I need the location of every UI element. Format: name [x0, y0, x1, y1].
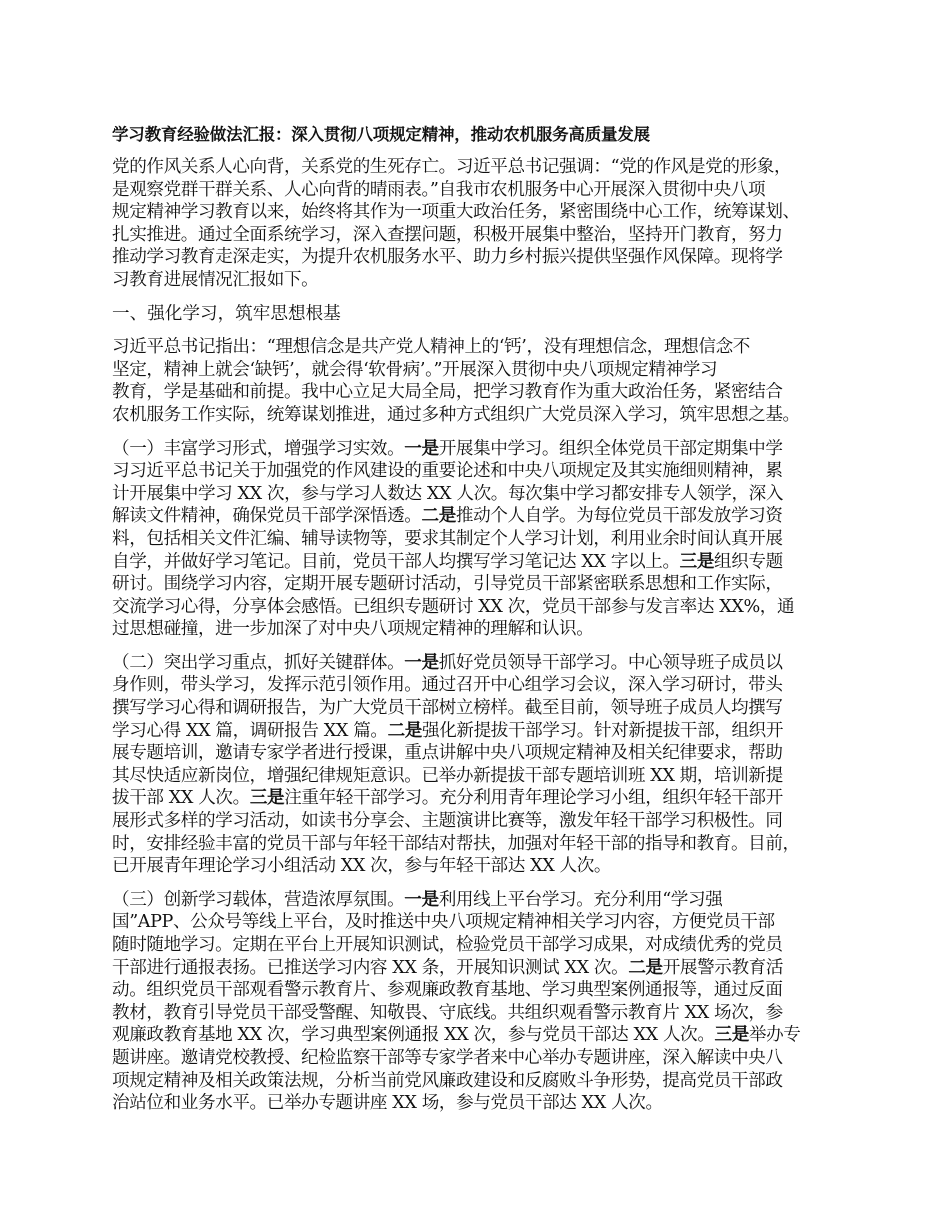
text-line: 交流学习心得，分享体会感悟。已组织专题研讨 XX 次，党员干部参与发言率达 XX%，通	[112, 596, 795, 617]
text-line: 教育，学是基础和前提。我中心立足大局全局，把学习教育作为重大政治任务，紧密结合	[112, 382, 783, 403]
text-line: 时，安排经验丰富的党员干部与年轻干部结对帮扶，加强对年轻干部的指导和教育。目前，	[112, 833, 800, 854]
bold-emphasis: 三是	[249, 787, 285, 809]
text-line: 国”APP、公众号等线上平台，及时推送中央八项规定精神相关学习内容，方便党员干部	[112, 912, 775, 933]
text-line: 干部进行通报表扬。已推送学习内容 XX 条，开展知识测试 XX 次。二是开展警示教育活	[112, 956, 784, 978]
subsection-1-paragraph	[112, 438, 872, 641]
text-line: 题讲座。邀请党校教授、纪检监察干部等专家学者来中心举办专题讲座，深入解读中央八	[112, 1047, 783, 1068]
bold-emphasis: 一是	[404, 651, 439, 673]
text-line: 已开展青年理论学习小组活动 XX 次，参与年轻干部达 XX 人次。	[112, 856, 612, 877]
text-line: 农机服务工作实际，统筹谋划推进，通过多种方式组织广大党员深入学习，筑牢思想之基。	[112, 404, 800, 425]
subsection-3-paragraph	[112, 889, 872, 1115]
text-line: 习教育进展情况汇报如下。	[112, 269, 319, 290]
section1-intro-paragraph	[112, 336, 872, 426]
text-line: 其尽快适应新岗位，增强纪律规矩意识。已举办新提拔干部专题培训班 XX 期，培训新提	[112, 765, 783, 786]
text-line: 计开展集中学习 XX 次，参与学习人数达 XX 人次。每次集中学习都安排专人领学，深入	[112, 483, 784, 504]
text-line: （一）丰富学习形式，增强学习实效。一是开展集中学习。组织全体党员干部定期集中学	[112, 437, 783, 459]
text-line: （二）突出学习重点，抓好关键群体。一是抓好党员领导干部学习。中心领导班子成员以	[112, 651, 783, 673]
text-line: 推动学习教育走深走实，为提升农机服务水平、助力乡村振兴提供坚强作风保障。现将学	[112, 247, 783, 268]
text-line: 身作则，带头学习，发挥示范引领作用。通过召开中心组学习会议，深入学习研讨，带头	[112, 675, 783, 696]
text-line: 规定精神学习教育以来，始终将其作为一项重大政治任务，紧密围绕中心工作，统筹谋划、	[112, 202, 800, 223]
text-line: 坚定，精神上就会‘缺钙’，就会得‘软骨病’。”开展深入贯彻中央八项规定精神学习	[112, 359, 718, 380]
text-line: 扎实推进。通过全面系统学习，深入查摆问题，积极开展集中整治，坚持开门教育，努力	[112, 224, 783, 245]
text-line: 治站位和业务水平。已举办专题讲座 XX 场，参与党员干部达 XX 人次。	[112, 1093, 663, 1114]
section-heading-1: 一、强化学习，筑牢思想根基	[112, 303, 341, 324]
text-line: 观廉政教育基地 XX 次，学习典型案例通报 XX 次，参与党员干部达 XX 人次。三是举办专	[112, 1024, 801, 1046]
document-page	[112, 124, 872, 1126]
bold-emphasis: 三是	[714, 1024, 749, 1046]
text-line: 研讨。围绕学习内容，定期开展专题研讨活动，引导党员干部紧密联系思想和工作实际，	[112, 574, 783, 595]
text-line: 随时随地学习。定期在平台上开展知识测试，检验党员干部学习成果，对成绩优秀的党员	[112, 935, 783, 955]
text-line: 是观察党群干群关系、人心向背的晴雨表。”自我市农机服务中心开展深入贯彻中央八项	[112, 179, 766, 200]
text-line: 自学，并做好学习笔记。目前，党员干部人均撰写学习笔记达 XX 字以上。三是组织专题	[112, 550, 783, 572]
text-line: 解读文件精神，确保党员干部学深悟透。二是推动个人自学。为每位党员干部发放学习资	[112, 505, 783, 527]
intro-paragraph	[112, 156, 872, 292]
text-line: 党的作风关系人心向背，关系党的生死存亡。习近平总书记强调：“党的作风是党的形象，	[112, 157, 792, 177]
bold-emphasis: 二是	[421, 505, 456, 527]
text-line: 撰写学习心得和调研报告，为广大党员干部树立榜样。截至目前，领导班子成员人均撰写	[112, 698, 783, 719]
text-line: 学习心得 XX 篇，调研报告 XX 篇。二是强化新提拔干部学习。针对新提拔干部，组织开	[112, 719, 784, 741]
bold-emphasis: 一是	[404, 437, 439, 459]
text-line: 习习近平总书记关于加强党的作风建设的重要论述和中央八项规定及其实施细则精神，累	[112, 461, 783, 482]
bold-emphasis: 二是	[387, 719, 422, 741]
text-line: 拔干部 XX 人次。三是注重年轻干部学习。充分利用青年理论学习小组，组织年轻干部开	[112, 787, 783, 809]
text-line: （三）创新学习载体，营造浓厚氛围。一是利用线上平台学习。充分利用“学习强	[112, 888, 723, 910]
bold-emphasis: 三是	[679, 550, 715, 572]
bold-emphasis: 一是	[404, 888, 439, 910]
subsection-2-paragraph	[112, 652, 872, 878]
text-line: 展形式多样的学习活动，如读书分享会、主题演讲比赛等，激发年轻干部学习积极性。同	[112, 811, 783, 832]
text-line: 过思想碰撞，进一步加深了对中央八项规定精神的理解和认识。	[112, 619, 594, 640]
document-title: 学习教育经验做法汇报：深入贯彻八项规定精神，推动农机服务高质量发展	[112, 125, 650, 144]
text-line: 教材，教育引导党员干部受警醒、知敬畏、守底线。共组织观看警示教育片 XX 场次，参	[112, 1002, 783, 1023]
text-line: 习近平总书记指出：“理想信念是共产党人精神上的‘钙’，没有理想信念，理想信念不	[112, 337, 750, 358]
bold-emphasis: 二是	[628, 956, 663, 978]
text-line: 展专题培训，邀请专家学者进行授课，重点讲解中央八项规定精神及相关纪律要求，帮助	[112, 743, 783, 764]
text-line: 项规定精神及相关政策法规，分析当前党风廉政建设和反腐败斗争形势，提高党员干部政	[112, 1070, 783, 1091]
text-line: 料，包括相关文件汇编、辅导读物等，要求其制定个人学习计划，利用业余时间认真开展	[112, 528, 783, 549]
text-line: 动。组织党员干部观看警示教育片、参观廉政教育基地、学习典型案例通报等，通过反面	[112, 980, 783, 1001]
